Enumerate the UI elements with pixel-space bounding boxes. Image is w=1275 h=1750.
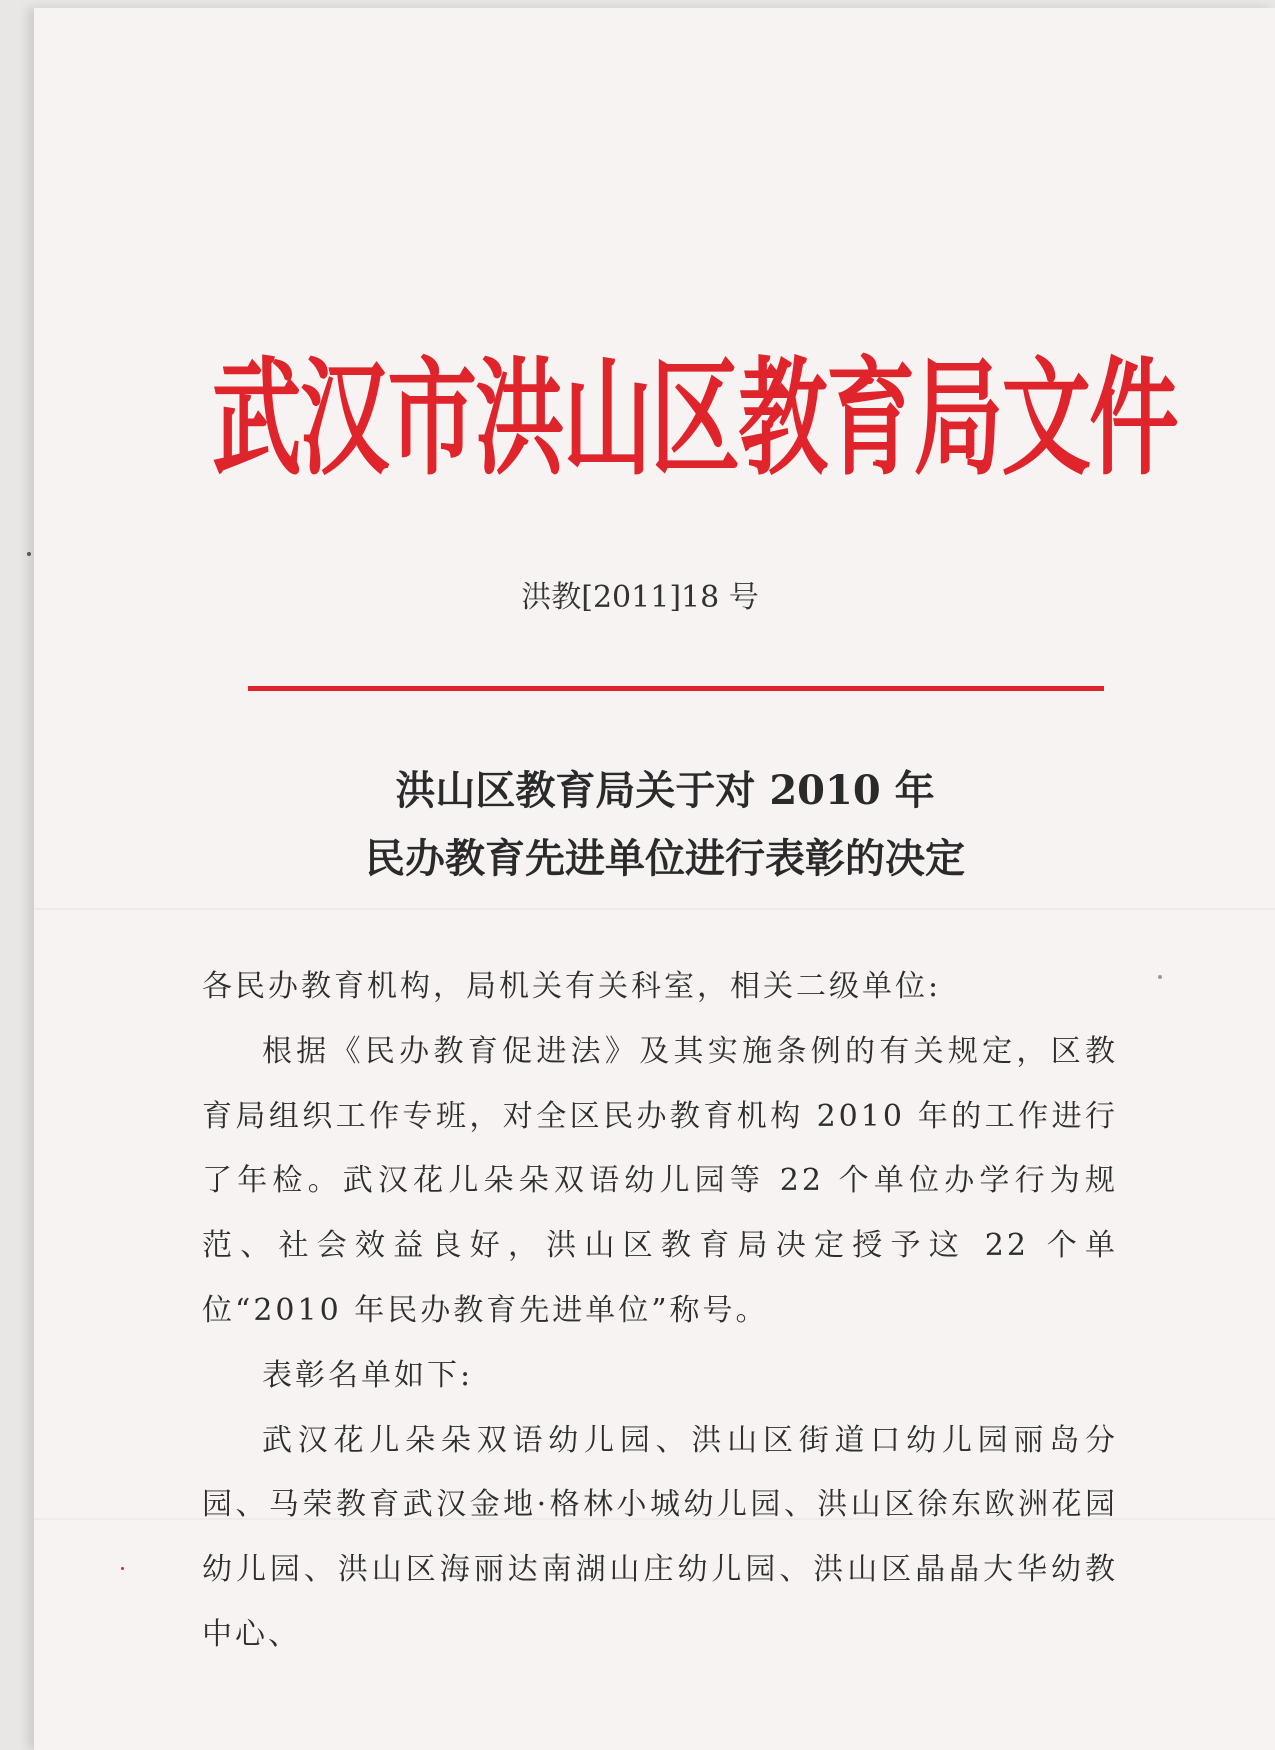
- scan-speck: [121, 1567, 124, 1570]
- title-line: 民办教育先进单位进行表彰的决定: [365, 835, 965, 882]
- salutation: 各民办教育机构，局机关有关科室，相关二级单位:: [202, 969, 942, 1004]
- document-body: [202, 955, 1118, 1668]
- scan-speck: [1158, 975, 1162, 979]
- scan-speck: [27, 552, 31, 556]
- document-title: [200, 757, 1130, 893]
- document-number: 洪教[2011]18 号: [521, 580, 759, 615]
- list-intro: 表彰名单如下:: [262, 1357, 474, 1393]
- title-line: 洪山区教育局关于对 2010 年: [395, 767, 935, 814]
- body-paragraph: 根据《民办教育促进法》及其实施条例的有关规定，区教育局组织工作专班，对全区民办教育机构 2010 年的工作进行了年检。武汉花儿朵朵双语幼儿园等 22 个单位办学行为规范、社会效益良好，洪山区教育局决定授予这 22 个单位“2010 年民办教育先进单位”称号。: [202, 1033, 1118, 1328]
- masthead-title: 武汉市洪山区教育局文件: [212, 342, 1177, 493]
- red-divider-rule: [248, 686, 1104, 691]
- paper-fold: [34, 908, 1275, 910]
- awardee-list: 武汉花儿朵朵双语幼儿园、洪山区街道口幼儿园丽岛分园、马荣教育武汉金地·格林小城幼儿园、洪山区徐东欧洲花园幼儿园、洪山区海丽达南湖山庄幼儿园、洪山区晶晶大华幼教中心、: [202, 1422, 1118, 1652]
